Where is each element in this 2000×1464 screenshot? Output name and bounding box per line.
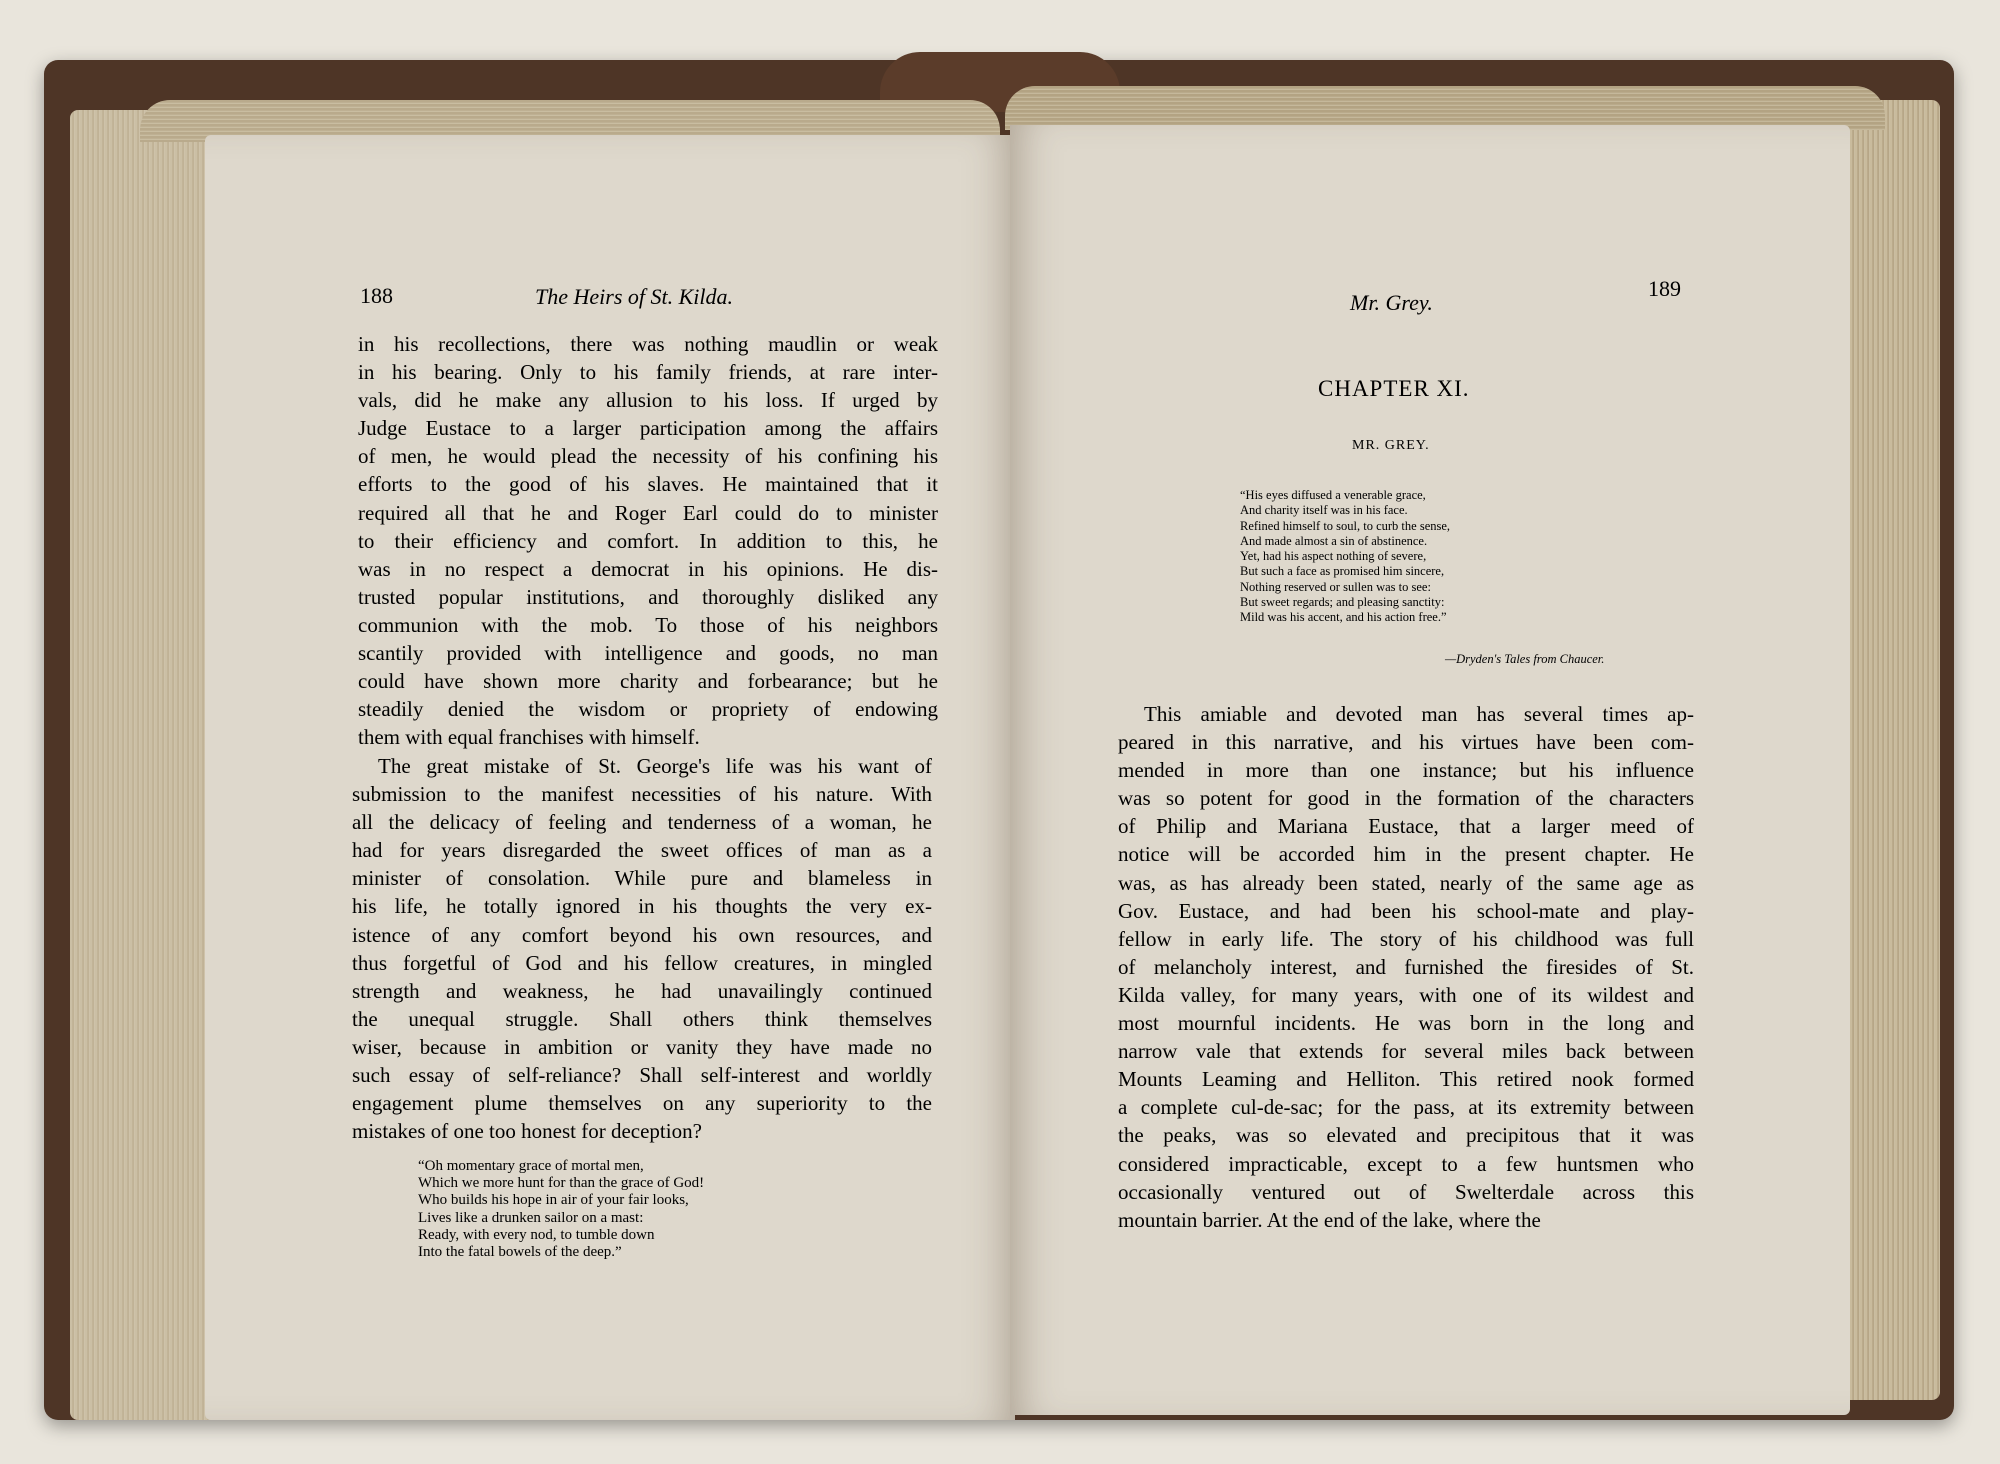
motto-line: Yet, had his aspect nothing of severe, [1240, 549, 1427, 564]
text-line: required all that he and Roger Earl could do to minister [358, 500, 938, 525]
right-page-number: 189 [1648, 276, 1681, 301]
text-line: Judge Eustace to a larger participation among the affairs [358, 416, 938, 441]
text-line: wiser, because in ambition or vanity they have made no [352, 1034, 932, 1059]
text-line: communion with the mob. To those of his neighbors [358, 612, 938, 637]
text-line: mountain barrier. At the end of the lake, where the [1118, 1207, 1541, 1232]
text-line: to their efficiency and comfort. In addition to this, he [358, 528, 938, 553]
text-line: fellow in early life. The story of his childhood was full [1118, 926, 1694, 951]
poem-line: Ready, with every nod, to tumble down [418, 1226, 655, 1243]
text-line: was so potent for good in the formation of the characters [1118, 786, 1694, 811]
right-paragraph [1118, 700, 1694, 1234]
text-line: mended in more than one instance; but his influence [1118, 758, 1694, 783]
text-line: engagement plume themselves on any superiority to the [352, 1091, 932, 1116]
text-line: This amiable and devoted man has several times ap- [1144, 702, 1694, 726]
chapter-subtitle: MR. GREY. [1352, 438, 1430, 453]
text-line: had for years disregarded the sweet offices of man as a [352, 838, 932, 863]
motto-line: Mild was his accent, and his action free.” [1240, 610, 1447, 625]
motto-line: Nothing reserved or sullen was to see: [1240, 579, 1431, 594]
text-line: peared in this narrative, and his virtues have been com- [1118, 730, 1694, 755]
right-top-page-edges [1005, 86, 1885, 130]
text-line: istence of any comfort beyond his own resources, and [352, 922, 932, 947]
left-paragraph-2 [352, 752, 932, 1145]
text-line: of Philip and Mariana Eustace, that a larger meed of [1118, 814, 1694, 839]
motto-line: Refined himself to soul, to curb the sense, [1240, 518, 1451, 533]
right-page-edges [1835, 100, 1940, 1400]
left-running-head: The Heirs of St. Kilda. [535, 284, 734, 309]
text-line: the unequal struggle. Shall others think themselves [352, 1006, 932, 1031]
text-line: considered impracticable, except to a few huntsmen who [1118, 1151, 1694, 1176]
text-line: Mounts Leaming and Helliton. This retired nook formed [1118, 1067, 1694, 1092]
poem-line: Who builds his hope in air of your fair looks, [418, 1192, 689, 1209]
motto-line: “His eyes diffused a venerable grace, [1240, 488, 1426, 502]
motto-line: But such a face as promised him sincere, [1240, 564, 1445, 579]
text-line: Kilda valley, for many years, with one of its wildest and [1118, 982, 1694, 1007]
text-line: mistakes of one too honest for deception? [352, 1119, 702, 1144]
text-line: occasionally ventured out of Swelterdale across this [1118, 1179, 1694, 1204]
motto-attribution: —Dryden's Tales from Chaucer. [1445, 652, 1605, 666]
left-paragraph-1 [358, 330, 938, 751]
motto-line: And charity itself was in his face. [1240, 503, 1408, 518]
chapter-title: CHAPTER XI. [1318, 376, 1470, 401]
left-page-edges [70, 110, 220, 1420]
text-line: Gov. Eustace, and had been his school-mate and play- [1118, 898, 1694, 923]
motto-line: And made almost a sin of abstinence. [1240, 533, 1428, 548]
text-line: thus forgetful of God and his fellow creatures, in mingled [352, 950, 932, 975]
text-line: such essay of self-reliance? Shall self-interest and worldly [352, 1063, 932, 1088]
left-poem [418, 1158, 704, 1261]
text-line: most mournful incidents. He was born in the long and [1118, 1011, 1694, 1036]
text-line: them with equal franchises with himself. [358, 725, 700, 750]
text-line: steadily denied the wisdom or propriety of endowing [358, 697, 938, 722]
poem-line: Into the fatal bowels of the deep.” [418, 1244, 622, 1261]
text-line: could have shown more charity and forbearance; but he [358, 669, 938, 694]
text-line: The great mistake of St. George's life was his want of [378, 754, 932, 778]
text-line: a complete cul-de-sac; for the pass, at its extremity between [1118, 1095, 1694, 1120]
text-line: narrow vale that extends for several miles back between [1118, 1039, 1694, 1064]
text-line: vals, did he make any allusion to his loss. If urged by [358, 388, 938, 413]
poem-line: “Oh momentary grace of mortal men, [418, 1158, 644, 1174]
chapter-motto [1240, 488, 1450, 626]
left-page-number: 188 [360, 283, 393, 308]
text-line: scantily provided with intelligence and goods, no man [358, 641, 938, 666]
text-line: of melancholy interest, and furnished the firesides of St. [1118, 954, 1694, 979]
text-line: submission to the manifest necessities of his nature. With [352, 782, 932, 807]
right-running-head: Mr. Grey. [1350, 290, 1433, 315]
motto-line: But sweet regards; and pleasing sanctity: [1240, 595, 1445, 610]
text-line: the peaks, was so elevated and precipitous that it was [1118, 1123, 1694, 1148]
text-line: was, as has already been stated, nearly of the same age as [1118, 870, 1694, 895]
text-line: notice will be accorded him in the present chapter. He [1118, 842, 1694, 867]
poem-line: Lives like a drunken sailor on a mast: [418, 1209, 644, 1226]
text-line: his life, he totally ignored in his thoughts the very ex- [352, 894, 932, 919]
text-line: was in no respect a democrat in his opinions. He dis- [358, 556, 938, 581]
text-line: all the delicacy of feeling and tenderness of a woman, he [352, 810, 932, 835]
text-line: in his bearing. Only to his family friends, at rare inter- [358, 360, 938, 385]
poem-line: Which we more hunt for than the grace of God! [418, 1175, 705, 1192]
text-line: of men, he would plead the necessity of his confining his [358, 444, 938, 469]
text-line: efforts to the good of his slaves. He maintained that it [358, 472, 938, 497]
text-line: in his recollections, there was nothing maudlin or weak [358, 332, 938, 356]
text-line: strength and weakness, he had unavailingly continued [352, 978, 932, 1003]
text-line: trusted popular institutions, and thoroughly disliked any [358, 584, 938, 609]
text-line: minister of consolation. While pure and blameless in [352, 866, 932, 891]
